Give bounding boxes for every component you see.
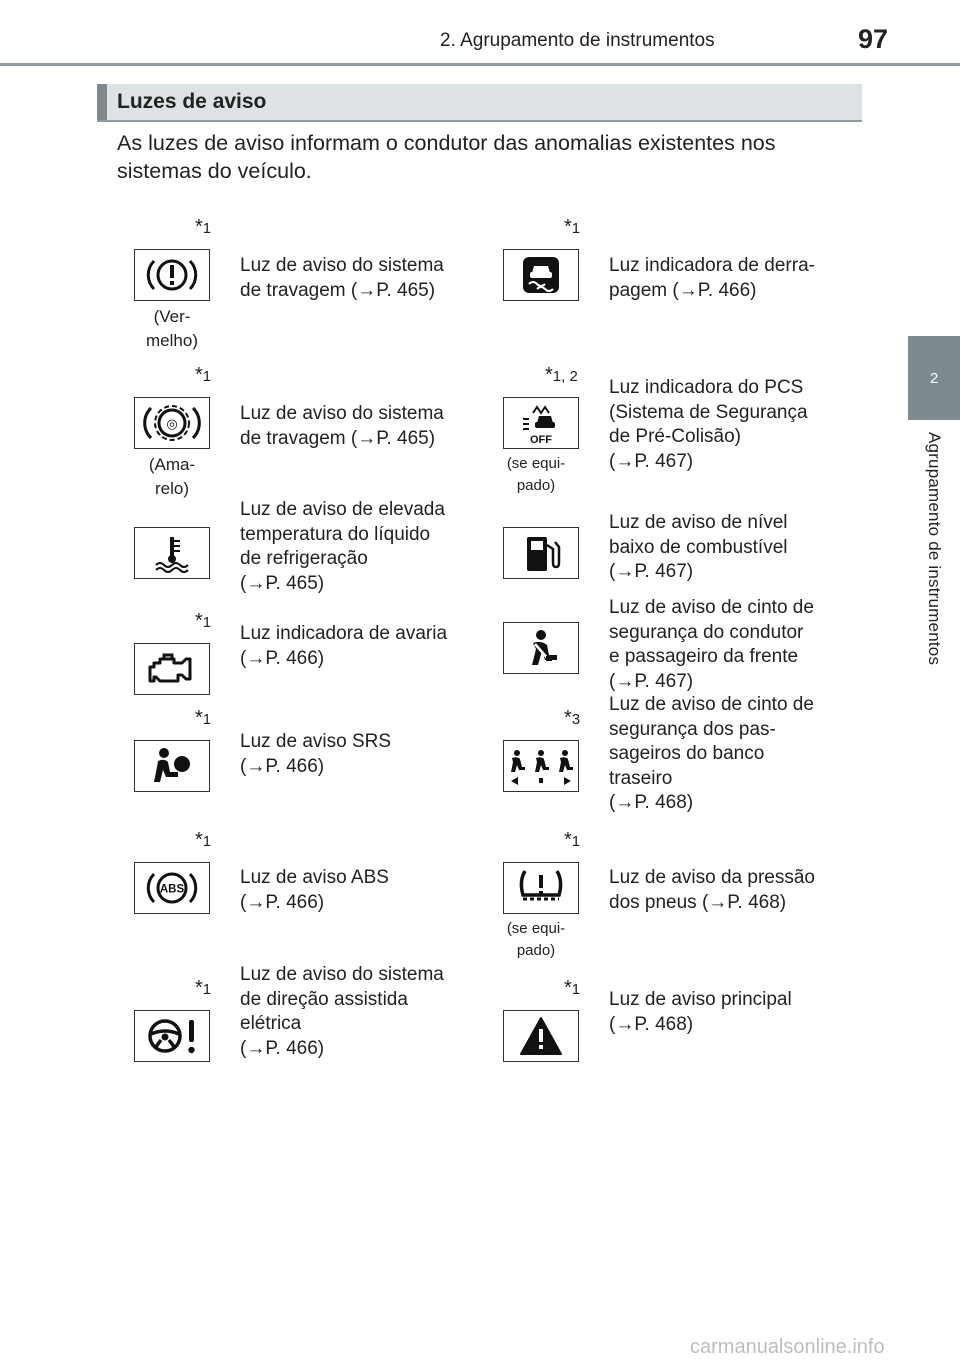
intro-line-2: sistemas do veículo. xyxy=(117,159,312,183)
abs-icon xyxy=(134,862,210,914)
light-description: Luz de aviso principal (→P. 468) xyxy=(609,989,792,1035)
footnote-mark: *1 xyxy=(195,977,212,999)
section-heading xyxy=(97,84,862,120)
footnote-mark: *1 xyxy=(195,829,212,851)
footnote-mark: *1 xyxy=(195,216,212,238)
airbag-icon xyxy=(134,740,210,792)
pcs-off-icon xyxy=(503,397,579,449)
footnote-mark: *3 xyxy=(564,707,581,729)
chapter-number: 2 xyxy=(929,369,939,387)
svg-text:◎: ◎ xyxy=(166,417,178,432)
fuel-icon xyxy=(503,527,579,579)
svg-text:ABS: ABS xyxy=(159,883,185,896)
watermark: carmanualsonline.info xyxy=(690,1336,885,1358)
section-rule xyxy=(97,120,862,122)
coolant-temp-icon xyxy=(134,527,210,579)
intro-line-1: As luzes de aviso informam o condutor das anomalias existentes nos xyxy=(117,131,776,155)
icon-caption: (Ama- relo) xyxy=(148,455,196,498)
tire-pressure-icon xyxy=(503,862,579,914)
light-description: Luz de aviso de cinto de segurança do condutor e passageiro da frente (→P. 467) xyxy=(609,597,814,692)
icon-caption: (se equi- pado) xyxy=(506,920,566,959)
rear-seatbelt-icon xyxy=(503,740,579,792)
light-description: Luz de aviso da pressão dos pneus (→P. 468) xyxy=(609,867,815,913)
light-description: Luz indicadora de derra- pagem (→P. 466) xyxy=(609,255,815,301)
header-rule xyxy=(0,63,960,66)
section-title: Luzes de aviso xyxy=(117,90,267,113)
chapter-tab xyxy=(908,336,960,420)
icon-caption: (se equi- pado) xyxy=(506,455,566,494)
footnote-mark: *1 xyxy=(564,977,581,999)
footnote-mark: *1 xyxy=(195,610,212,632)
slip-indicator-icon xyxy=(503,249,579,301)
footnote-mark: *1, 2 xyxy=(545,364,578,386)
light-description: Luz de aviso de nível baixo de combustível (→P. 467) xyxy=(609,512,788,582)
seatbelt-icon xyxy=(503,622,579,674)
light-description: Luz de aviso do sistema de direção assistida elétrica (→P. 466) xyxy=(240,964,444,1059)
running-header: 2. Agrupamento de instrumentos xyxy=(440,30,715,51)
footnote-mark: *1 xyxy=(564,216,581,238)
icon-caption: (Ver- melho) xyxy=(146,307,198,350)
light-description: Luz de aviso de cinto de segurança dos pas- sageiros do banco traseiro (→P. 468) xyxy=(609,694,814,813)
light-description: Luz de aviso do sistema de travagem (→P. 465) xyxy=(240,255,444,301)
engine-check-icon xyxy=(134,643,210,695)
light-description: Luz de aviso do sistema de travagem (→P. 465) xyxy=(240,403,444,449)
light-description: Luz de aviso de elevada temperatura do líquido de refrigeração (→P. 465) xyxy=(240,499,445,594)
footnote-mark: *1 xyxy=(195,707,212,729)
chapter-label: Agrupamento de instrumentos xyxy=(925,432,944,666)
footnote-mark: *1 xyxy=(195,364,212,386)
brake-warning-icon xyxy=(134,249,210,301)
steering-warning-icon xyxy=(134,1010,210,1062)
light-description: Luz indicadora de avaria (→P. 466) xyxy=(240,623,448,669)
page-number: 97 xyxy=(858,24,889,54)
brake-amber-icon xyxy=(134,397,210,449)
master-warning-icon xyxy=(503,1010,579,1062)
light-description: Luz de aviso ABS (→P. 466) xyxy=(240,867,389,913)
light-description: Luz de aviso SRS (→P. 466) xyxy=(240,731,392,777)
light-description: Luz indicadora do PCS (Sistema de Segurança de Pré-Colisão) (→P. 467) xyxy=(609,377,808,472)
svg-text:OFF: OFF xyxy=(530,434,552,446)
footnote-mark: *1 xyxy=(564,829,581,851)
